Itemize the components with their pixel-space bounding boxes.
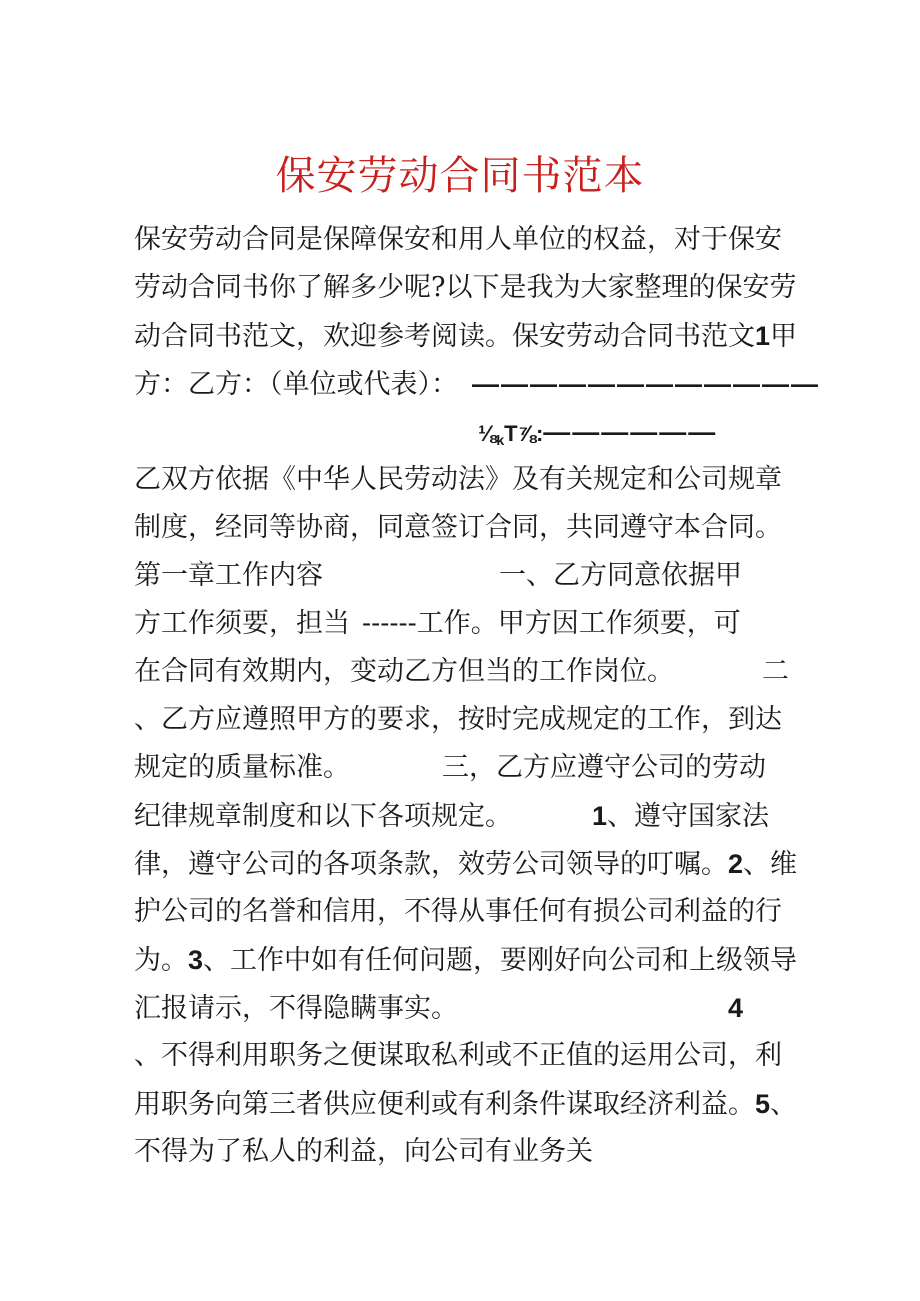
text-segment: 、乙方应遵照甲方的要求，按时完成规定的工作，到达 [134,704,782,735]
text-segment: 方：乙方：（单位或代表）： [134,369,458,400]
paragraph-line [134,1084,798,1125]
text-segment: 律，遵守公司的各项条款，效劳公司领导的叮嘱。 [134,849,728,880]
text-segment: 劳动合同书你了解多少呢?以下是我为大家整理的保安劳 [134,272,797,303]
text-segment: 工作。甲方因工作须要，可 [416,608,741,639]
text-segment: 方工作须要，担当 [134,608,350,639]
text-segment: 一、乙方同意依据甲 [499,560,742,591]
paragraph-line [134,508,794,548]
paragraph-line [134,1132,794,1172]
text-segment: 保安劳动合同是保障保安和用人单位的权益，对于保安 [134,224,782,255]
paragraph-line [134,844,798,885]
text-segment: 、遵守国家法 [607,801,770,832]
paragraph-line [134,364,820,405]
paragraph-line [134,220,794,260]
blank-line-dashes: ------ [362,608,417,639]
list-number: 1 [755,321,771,351]
paragraph-line [134,940,798,981]
paragraph-line [134,988,794,1029]
paragraph-line [478,412,778,460]
list-number: 4 [728,993,744,1023]
garbled-text: T⅞: [504,421,544,446]
paragraph-line [134,748,794,788]
paragraph-line [134,460,794,500]
text-segment: 纪律规章制度和以下各项规定。 [134,801,512,832]
text-segment: 制度，经同等协商，同意签订合同，共同遵守本合同。 [134,512,782,543]
text-segment: 、不得利用职务之便谋取私利或不正值的运用公司，利 [134,1040,782,1071]
list-number: 1 [592,801,608,831]
text-segment: 为。 [134,945,188,976]
text-segment: 、维 [743,849,798,880]
text-segment: 二 [762,656,789,687]
text-segment: 乙双方依据《中华人民劳动法》及有关规定和公司规章 [134,464,782,495]
text-segment: 、工作中如有任何问题，要刚好向公司和上级领导 [203,945,798,976]
paragraph-line [134,700,794,740]
text-segment: 汇报请示，不得隐瞒事实。 [134,993,458,1024]
text-segment: 、 [770,1089,798,1120]
garbled-text-subscript: k [496,432,505,448]
text-segment: 用职务向第三者供应便利或有利条件谋取经济利益。 [134,1089,755,1120]
paragraph-line [134,316,798,357]
paragraph-line [134,652,794,692]
blank-line-dashes: ———————————— [472,369,820,399]
text-segment: 护公司的名誉和信用，不得从事任何有损公司利益的行 [134,896,782,927]
garbled-text: ⅛ [478,421,497,446]
text-segment: 三，乙方应遵守公司的劳动 [442,752,766,783]
paragraph-line [134,1036,794,1076]
text-segment: 规定的质量标准。 [134,752,350,783]
list-number: 2 [728,849,744,879]
paragraph-line [134,556,794,596]
paragraph-line [134,604,794,644]
list-number: 3 [188,945,204,975]
text-segment: 动合同书范文，欢迎参考阅读。保安劳动合同书范文 [134,321,755,352]
text-segment: 不得为了私人的利益，向公司有业务关 [134,1136,593,1167]
paragraph-line [134,268,797,308]
paragraph-line [134,796,794,837]
blank-line-dashes: —————— [543,417,718,447]
document-title: 保安劳动合同书范本 [275,153,645,199]
text-segment: 在合同有效期内，变动乙方但当的工作岗位。 [134,656,674,687]
list-number: 5 [755,1089,771,1119]
paragraph-line [134,892,794,932]
text-segment: 甲 [770,321,798,352]
chapter-heading: 第一章工作内容 [134,560,323,591]
